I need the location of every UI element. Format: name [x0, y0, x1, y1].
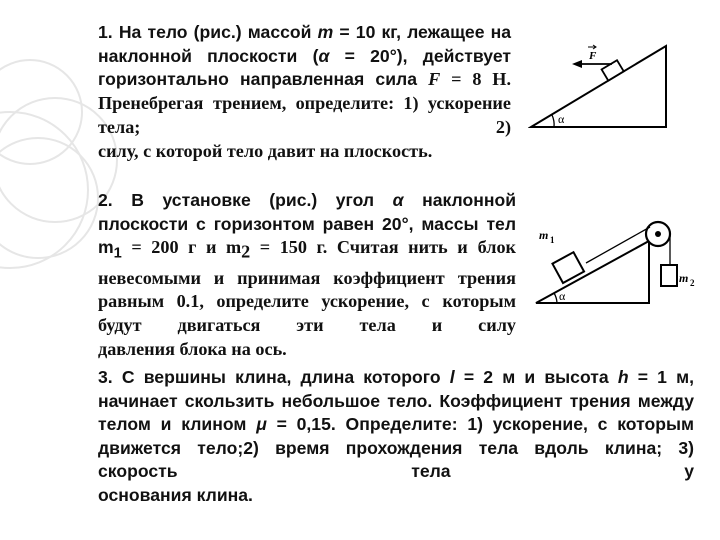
m2-label-sub: 2 — [690, 278, 695, 288]
block-m2 — [661, 265, 677, 286]
problem-2-line1-end: наклонной — [403, 190, 517, 210]
problem-2-line3a: тел m — [98, 213, 517, 258]
problem-2-line5: трения равным 0.1, определите ускорение, с — [98, 267, 516, 312]
problem-1-line2: лежащее на наклонной плоскости ( — [98, 22, 512, 66]
problem-3-line5: прохождения тела вдоль клина; 3) скорость тела у — [98, 437, 694, 481]
problem-2-line2: плоскости с горизонтом равен 20°, массы — [98, 213, 479, 234]
m1-label-sub: 1 — [550, 235, 555, 245]
problem-3-line4: ускорение, с которым движется тело;2) время — [98, 414, 695, 458]
problem-3-line3a: трения между телом и клином — [98, 390, 694, 434]
problem-3-line1c: = 1 — [628, 367, 667, 387]
problem-1-line1: На тело (рис.) массой — [118, 22, 312, 42]
problem-1-number: 1. — [98, 22, 113, 42]
m1-subscript: 1 — [113, 245, 122, 262]
angle-label: α — [559, 289, 566, 303]
angle-arc — [552, 115, 554, 127]
alpha-symbol: α — [392, 190, 404, 210]
incline-figure-1 — [528, 42, 670, 134]
problem-1-text — [98, 21, 511, 163]
incline-triangle — [536, 241, 649, 303]
mass-value: = 10 кг, — [333, 22, 401, 42]
pulley-axle — [655, 231, 661, 237]
incline-triangle — [531, 46, 666, 127]
length-variable: l — [449, 367, 455, 387]
angle-arc — [554, 293, 557, 303]
problem-1-line2-end: = — [329, 45, 355, 66]
problem-1-line6: силу, с которой тело давит на плоскость. — [98, 140, 433, 161]
pulley-incline-figure — [531, 212, 706, 310]
problem-3-line3b: = 0,15. Определите: 1) — [266, 414, 483, 434]
m1-label: m — [539, 228, 549, 242]
problem-2-text — [98, 189, 516, 361]
problem-1-line3: 20°), действует горизонтально — [98, 45, 511, 90]
problem-3-text — [98, 366, 694, 507]
problem-2-line3c: = 150 г. Считая нить и — [250, 237, 468, 258]
problem-3-number: 3. — [98, 367, 113, 387]
problem-1-line5: трением, определите: 1) ускорение тела; 2) — [98, 93, 511, 137]
mu-symbol: μ — [256, 414, 267, 434]
problem-1-line4b: = 8 Н. Пренебрегая — [98, 69, 511, 114]
angle-label: α — [558, 112, 565, 126]
height-variable: h — [617, 367, 629, 387]
alpha-symbol: α — [318, 45, 330, 66]
problem-2-number: 2. — [98, 190, 113, 210]
problem-1-line4a: направленная сила — [240, 69, 417, 90]
problem-2-line4: блок невесомыми и принимая коэффициент — [98, 237, 517, 288]
problem-2-line1: В установке (рис.) угол — [131, 190, 375, 210]
mass-variable: m — [317, 22, 334, 42]
force-variable: F — [428, 69, 441, 90]
problem-2-line3b: = 200 г и m — [121, 237, 242, 258]
problem-2-line7: давления блока на ось. — [98, 338, 287, 359]
problem-3-line1a: С вершины клина, длина которого — [121, 367, 441, 387]
problem-2-line6: которым будут двигаться эти тела и силу — [98, 291, 516, 336]
force-label: F — [589, 50, 597, 62]
m2-label: m — [679, 271, 689, 285]
problem-3-line1b: = 2 м и высота — [454, 367, 609, 387]
problem-3-line2: м, начинает скользить небольшое тело. Коэффициент — [98, 367, 695, 411]
problem-3-line6: основания клина. — [98, 484, 253, 505]
m2-subscript: 2 — [241, 241, 251, 262]
force-arrowhead — [572, 60, 582, 68]
